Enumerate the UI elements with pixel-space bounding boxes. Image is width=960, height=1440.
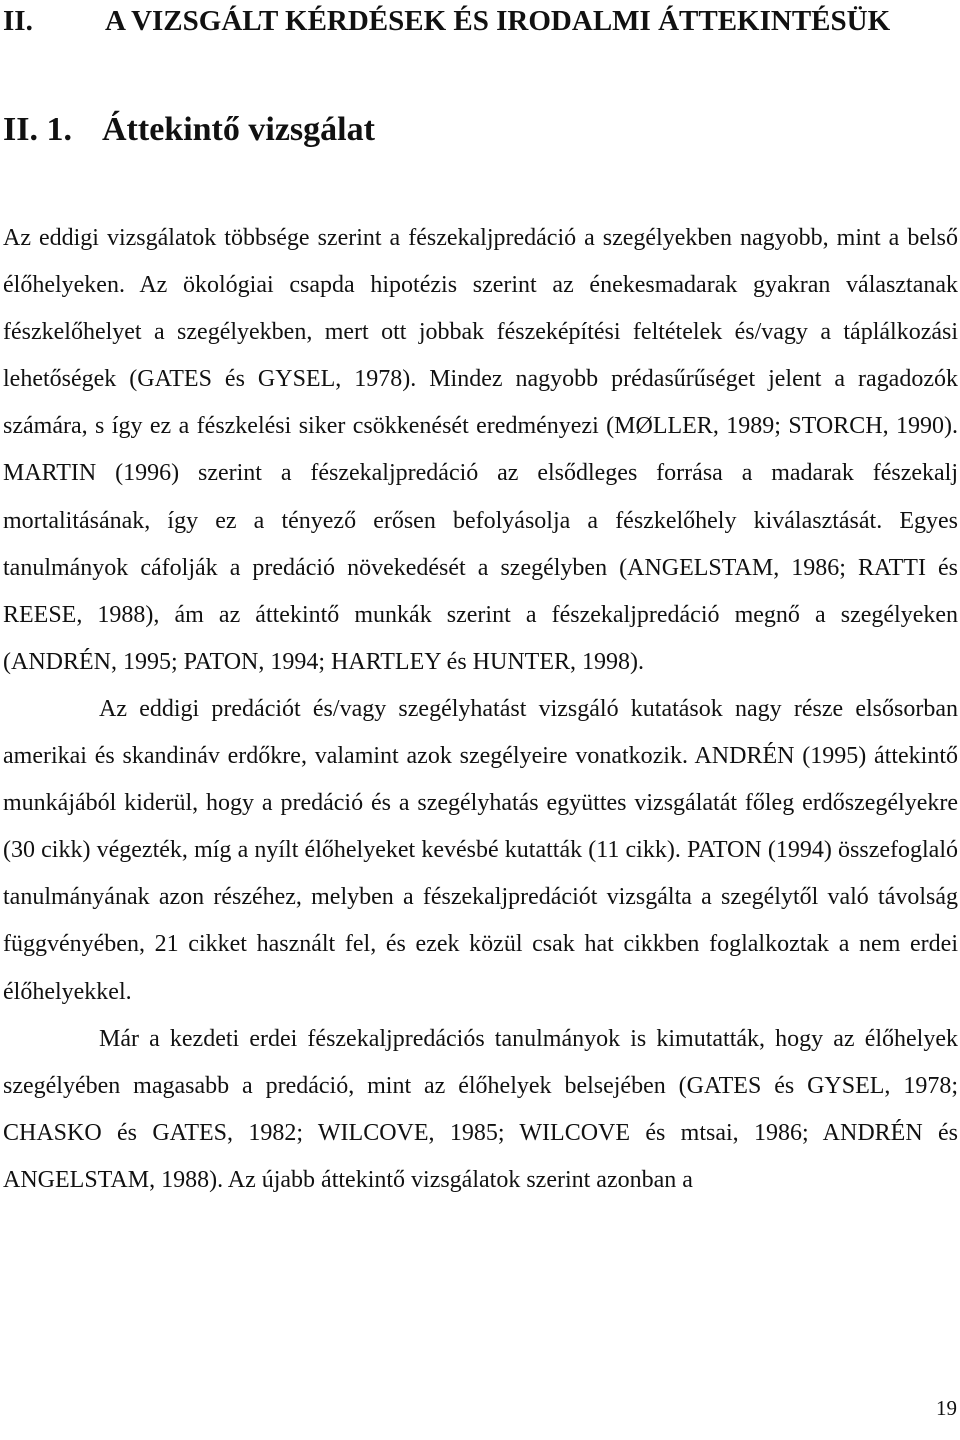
page-number: 19 [936, 1396, 957, 1420]
chapter-heading [3, 1, 890, 41]
paragraph-3: Már a kezdeti erdei fészekaljpredációs tanulmányok is kimutatták, hogy az élőhelyek szegélyében magasabb a predáció, mint az élőhelyek belsejében (GATES és GYSEL, 1978; CHASKO és GATES, 1982; WILCOVE, 1985; WILCOVE és mtsai, 1986; ANDRÉN és ANGELSTAM, 1988). Az újabb áttekintő vizsgálatok szerint azonban a [3, 1025, 958, 1193]
section-number: II. 1. [3, 111, 72, 148]
paragraph-2: Az eddigi predációt és/vagy szegélyhatást vizsgáló kutatások nagy része elsősorban amerikai és skandináv erdőkre, valamint azok szegélyeire vonatkozik. ANDRÉN (1995) áttekintő munkájából kiderül, hogy a predáció és a szegélyhatás együttes vizsgálatát főleg erdőszegélyekre (30 cikk) végezték, míg a nyílt élőhelyeket kevésbé kutatták (11 cikk). PATON (1994) összefoglaló tanulmányának azon részéhez, melyben a fészekaljpredációt vizsgálta a szegélytől való távolság függvényében, 21 cikket használt fel, és ezek közül csak hat cikkben foglalkoztak a nem erdei élőhelyekkel. [3, 695, 958, 1005]
chapter-title: A VIZSGÁLT KÉRDÉSEK ÉS IRODALMI ÁTTEKINTÉSÜK [105, 5, 891, 37]
section-heading [3, 108, 375, 152]
body-text [3, 215, 958, 1204]
chapter-number: II. [3, 5, 33, 37]
paragraph-1: Az eddigi vizsgálatok többsége szerint a fészekaljpredáció a szegélyekben nagyobb, mint a belső élőhelyeken. Az ökológiai csapda hipotézis szerint az énekesmadarak gyakran választanak fészkelőhelyet a szegélyekben, mert ott jobbak fészeképítési feltételek és/vagy a táplálkozási lehetőségek (GATES és GYSEL, 1978). Mindez nagyobb prédasűrűséget jelent a ragadozók számára, s így ez a fészkelési siker csökkenését eredményezi (MØLLER, 1989; STORCH, 1990). MARTIN (1996) szerint a fészekaljpredáció az elsődleges forrása a madarak fészekalj mortalitásának, így ez a tényező erősen befolyásolja a fészkelőhely kiválasztását. Egyes tanulmányok cáfolják a predáció növekedését a szegélyben (ANGELSTAM, 1986; RATTI és REESE, 1988), ám az áttekintő munkák szerint a fészekaljpredáció megnő a szegélyeken (ANDRÉN, 1995; PATON, 1994; HARTLEY és HUNTER, 1998). [3, 225, 958, 675]
section-title: Áttekintő vizsgálat [102, 111, 375, 148]
